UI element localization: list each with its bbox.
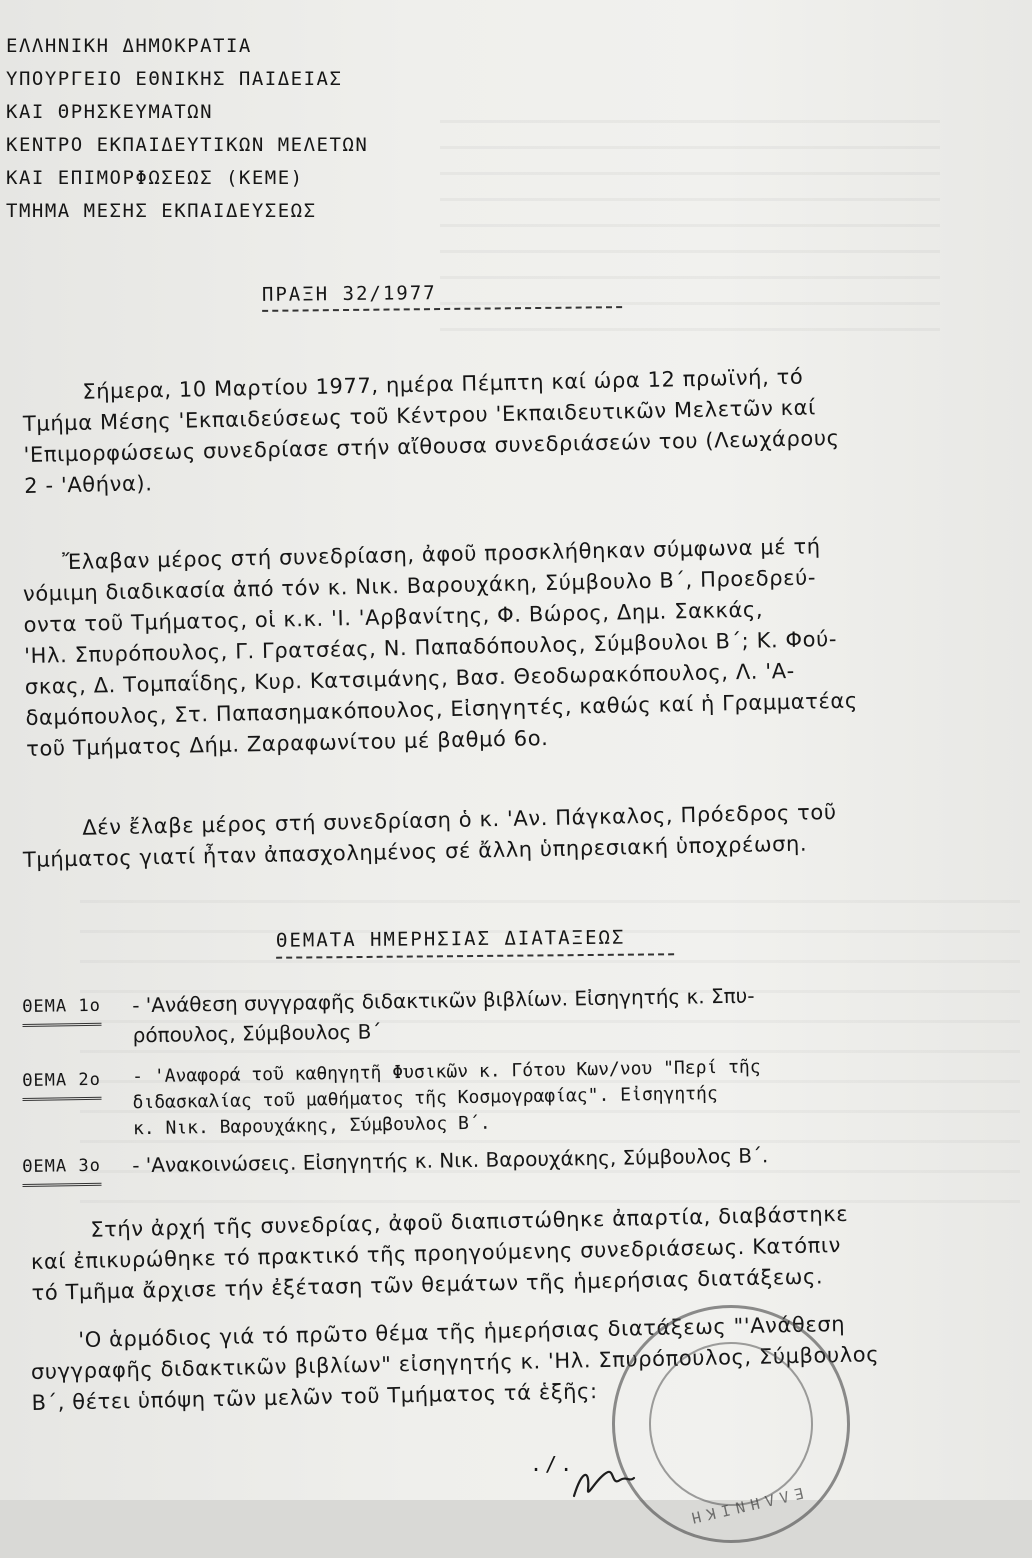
text-line: τό Τμῆμα ἄρχισε τήν ἐξέταση τῶν θεμάτων τῆς ἡμερήσιας διατάξεως. bbox=[31, 1264, 824, 1305]
text-line: 'Επιμορφώσεως συνεδρίασε στήν αἴθουσα συνεδριάσεών του (Λεωχάρους bbox=[23, 425, 840, 467]
ministry-header bbox=[6, 30, 368, 228]
header-line: ΚΑΙ ΘΡΗΣΚΕΥΜΑΤΩΝ bbox=[6, 101, 214, 123]
text-line: δαμόπουλος, Στ. Παπασημακόπουλος, Εἰσηγητές, καθώς καί ἡ Γραμματέας bbox=[25, 688, 858, 730]
text-line: - 'Ανακοινώσεις. Εἰσηγητής κ. Νικ. Βαρουχάκης, Σύμβουλος Β΄. bbox=[132, 1143, 769, 1178]
header-line: ΕΛΛΗΝΙΚΗ ΔΗΜΟΚΡΑΤΙΑ bbox=[6, 35, 252, 57]
text-line: 'Ηλ. Σπυρόπουλος, Γ. Γρατσέας, Ν. Παπαδόπουλος, Σύμβουλοι Β΄; Κ. Φού- bbox=[24, 626, 838, 668]
text-line: Β΄, θέτει ὑπόψη τῶν μελῶν τοῦ Τμήματος τά ἑξῆς: bbox=[31, 1379, 598, 1415]
text-line: οντα τοῦ Τμήματος, οἱ κ.κ. 'Ι. 'Αρβανίτης, Φ. Βώρος, Δημ. Σακκάς, bbox=[23, 597, 764, 637]
handwritten-signature bbox=[568, 1460, 638, 1500]
attendees-paragraph bbox=[22, 531, 859, 765]
topic-text bbox=[132, 980, 755, 1050]
intro-paragraph bbox=[22, 361, 840, 502]
text-line: καί ἐπικυρώθηκε τό πρακτικό τῆς προηγούμενης συνεδριάσεως. Κατόπιν bbox=[30, 1233, 842, 1274]
text-line: τοῦ Τμήματος Δήμ. Ζαραφωνίτου μέ βαθμό 6ο. bbox=[25, 726, 549, 761]
text-line: 2 - 'Αθήνα). bbox=[24, 471, 153, 498]
opening-paragraph bbox=[30, 1199, 850, 1309]
topic-label: ΘΕΜΑ 1ο bbox=[22, 991, 101, 1027]
text-line: Στήν ἀρχή τῆς συνεδρίας, ἀφοῦ διαπιστώθηκε ἀπαρτία, διαβάστηκε bbox=[90, 1201, 849, 1242]
text-line: - 'Αναφορά τοῦ καθηγητῆ Φυσικῶν κ. Γότου Κων/νου "Περί τῆς bbox=[132, 1056, 761, 1088]
text-line: κ. Νικ. Βαρουχάκης, Σύμβουλος Β΄. bbox=[132, 1112, 491, 1140]
text-line: Σήμερα, 10 Μαρτίου 1977, ημέρα Πέμπτη καί ώρα 12 πρωϊνή, τό bbox=[82, 364, 804, 404]
record-title: ΠΡΑΞΗ 32/1977 bbox=[262, 280, 622, 312]
text-line: 'Ο ἁρμόδιος γιά τό πρῶτο θέμα τῆς ἡμερήσιας διατάξεως "'Ανάθεση bbox=[78, 1311, 846, 1352]
topic-text bbox=[132, 1054, 762, 1142]
text-line: - 'Ανάθεση συγγραφῆς διδακτικῶν βιβλίων. Εἰσηγητής κ. Σπυ- bbox=[132, 983, 755, 1018]
topic-label: ΘΕΜΑ 2ο bbox=[22, 1065, 101, 1101]
header-line: ΤΜΗΜΑ ΜΕΣΗΣ ΕΚΠΑΙΔΕΥΣΕΩΣ bbox=[6, 200, 317, 222]
text-line: σκας, Δ. Τομπαΐδης, Κυρ. Κατσιμάνης, Βασ. Θεοδωρακόπουλος, Λ. 'Α- bbox=[24, 658, 796, 699]
header-line: ΚΕΝΤΡΟ ΕΚΠΑΙΔΕΥΤΙΚΩΝ ΜΕΛΕΤΩΝ bbox=[6, 134, 369, 156]
header-line: ΚΑΙ ΕΠΙΜΟΡΦΩΣΕΩΣ (ΚΕΜΕ) bbox=[6, 167, 304, 189]
header-line: ΥΠΟΥΡΓΕΙΟ ΕΘΝΙΚΗΣ ΠΑΙΔΕΙΑΣ bbox=[6, 68, 343, 90]
text-line: Τμήμα Μέσης 'Εκπαιδεύσεως τοῦ Κέντρου 'Εκπαιδευτικῶν Μελετῶν καί bbox=[22, 395, 817, 436]
text-line: διδασκαλίας τοῦ μαθήματος τῆς Κοσμογραφίας". Εἰσηγητής bbox=[132, 1083, 718, 1114]
text-line: Δέν ἔλαβε μέρος στή συνεδρίαση ὁ κ. 'Αν. Πάγκαλος, Πρόεδρος τοῦ bbox=[82, 799, 837, 840]
continuation-mark: ./. bbox=[530, 1452, 576, 1476]
text-line: συγγραφῆς διδακτικῶν βιβλίων" εἰσηγητής κ. 'Ηλ. Σπυρόπουλος, Σύμβουλος bbox=[30, 1342, 880, 1384]
text-line: Ἔλαβαν μέρος στή συνεδρίαση, ἀφοῦ προσκλήθηκαν σύμφωνα μέ τή bbox=[62, 534, 821, 575]
text-line: νόμιμη διαδικασία ἀπό τόν κ. Νικ. Βαρουχάκη, Σύμβουλο Β΄, Προεδρεύ- bbox=[22, 565, 817, 606]
seal-text: ΕΛΛΗΝΙΚΗ bbox=[684, 1483, 806, 1529]
absent-paragraph bbox=[22, 797, 838, 876]
bleed-through-texture bbox=[440, 120, 940, 350]
topic-label: ΘΕΜΑ 3ο bbox=[22, 1151, 101, 1187]
agenda-title: ΘΕΜΑΤΑ ΗΜΕΡΗΣΙΑΣ ΔΙΑΤΑΞΕΩΣ bbox=[276, 926, 674, 958]
text-line: ρόπουλος, Σύμβουλος Β΄ bbox=[132, 1019, 382, 1048]
text-line: Τμήματος γιατί ἦταν ἀπασχολημένος σέ ἄλλη ὑπηρεσιακή ὑποχρέωση. bbox=[22, 831, 808, 872]
